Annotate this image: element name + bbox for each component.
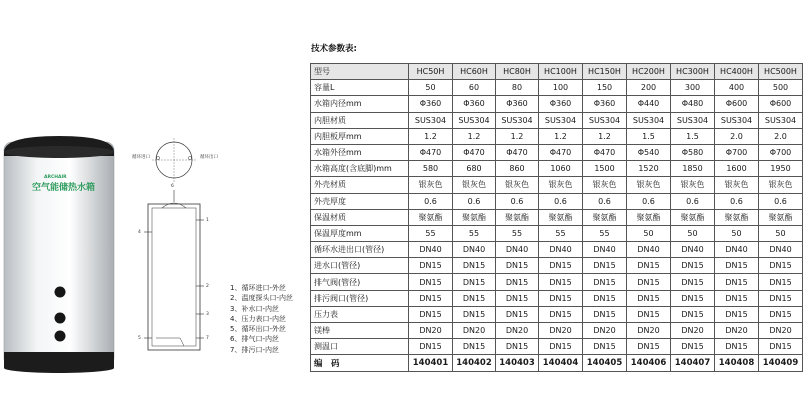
table-cell: 聚氨酯 [671,209,715,225]
row-label: 容量L [311,80,409,96]
table-cell: 300 [671,80,715,96]
tank-brand-label: 空气能储热水箱 [32,183,96,193]
table-cell: DN15 [671,258,715,274]
table-cell: 2.0 [715,128,759,144]
table-cell: 0.6 [409,193,453,209]
table-cell: 银灰色 [409,177,453,193]
table-cell: DN15 [539,339,583,355]
water-tank-image [0,130,120,380]
table-cell: DN15 [453,274,496,290]
table-cell: 2.0 [759,128,803,144]
table-cell: DN15 [627,290,671,306]
svg-text:4: 4 [138,230,141,235]
legend-item: 6、排气口-内丝 [230,335,279,344]
table-cell: 55 [453,225,496,241]
table-cell: Φ700 [759,144,803,160]
table-cell: 1.5 [671,128,715,144]
table-cell: 1950 [759,161,803,177]
table-cell: 0.6 [453,193,496,209]
table-row [311,258,803,274]
table-cell: DN15 [715,258,759,274]
table-cell: DN40 [759,242,803,258]
row-label: 水箱内径mm [311,96,409,112]
table-cell: HC80H [496,64,539,80]
table-cell: DN15 [453,290,496,306]
table-cell: 140401 [409,355,453,371]
table-cell: 150 [583,80,627,96]
table-cell: SUS304 [715,112,759,128]
table-cell: HC300H [671,64,715,80]
table-cell: 0.6 [539,193,583,209]
table-cell: DN15 [671,306,715,322]
table-cell: SUS304 [496,112,539,128]
spec-table-title: 技术参数表: [311,44,357,54]
table-cell: SUS304 [409,112,453,128]
table-cell: 聚氨酯 [409,209,453,225]
schematic-label-right: 循环出口 [200,155,218,160]
table-cell: 50 [627,225,671,241]
table-cell: DN40 [583,242,627,258]
table-cell: 1600 [715,161,759,177]
table-cell: 140408 [715,355,759,371]
legend-item: 5、循环出口-外丝 [230,325,286,334]
table-cell: Φ360 [409,96,453,112]
table-cell: 140403 [496,355,539,371]
table-row [311,128,803,144]
table-cell: 100 [539,80,583,96]
table-cell: DN20 [539,323,583,339]
table-cell: DN15 [496,306,539,322]
row-label: 循环水进出口(管径) [311,242,409,258]
table-cell: DN15 [759,290,803,306]
table-cell: DN15 [453,258,496,274]
table-cell: Φ360 [583,96,627,112]
table-cell: HC50H [409,64,453,80]
table-cell: DN20 [583,323,627,339]
table-cell: DN15 [583,258,627,274]
table-row [311,193,803,209]
table-cell: DN15 [715,274,759,290]
table-cell: Φ470 [583,144,627,160]
table-cell: 聚氨酯 [583,209,627,225]
table-cell: 银灰色 [627,177,671,193]
table-row [311,177,803,193]
table-cell: 聚氨酯 [496,209,539,225]
port-legend [230,283,293,355]
table-cell: 55 [583,225,627,241]
table-cell: DN40 [496,242,539,258]
table-cell: HC100H [539,64,583,80]
row-label: 内胆板厚mm [311,128,409,144]
table-row [311,144,803,160]
table-cell: DN15 [496,258,539,274]
table-row [311,161,803,177]
port-upper [55,287,66,298]
table-cell: 聚氨酯 [627,209,671,225]
svg-text:5: 5 [138,336,141,341]
table-cell: 50 [759,225,803,241]
table-cell: 860 [496,161,539,177]
table-row [311,274,803,290]
table-cell: Φ360 [539,96,583,112]
table-cell: DN20 [409,323,453,339]
table-cell: DN15 [409,306,453,322]
table-cell: 80 [496,80,539,96]
table-cell: SUS304 [759,112,803,128]
table-row [311,225,803,241]
table-cell: Φ600 [759,96,803,112]
table-cell: DN15 [759,274,803,290]
table-cell: 50 [409,80,453,96]
table-cell: SUS304 [583,112,627,128]
table-cell: Φ470 [539,144,583,160]
table-cell: DN40 [453,242,496,258]
table-cell: Φ480 [671,96,715,112]
table-row [311,209,803,225]
table-header-row [311,64,803,80]
table-cell: 银灰色 [759,177,803,193]
table-cell: 聚氨酯 [453,209,496,225]
table-cell: DN40 [671,242,715,258]
row-label: 测温口 [311,339,409,355]
row-label: 外壳材质 [311,177,409,193]
table-cell: HC400H [715,64,759,80]
table-cell: 50 [671,225,715,241]
table-cell: 140405 [583,355,627,371]
legend-item: 2、温度探头口-内丝 [230,294,293,303]
table-cell: DN20 [496,323,539,339]
table-cell: DN15 [759,339,803,355]
table-cell: DN20 [453,323,496,339]
table-cell: DN15 [759,258,803,274]
table-cell: Φ470 [409,144,453,160]
table-cell: 140404 [539,355,583,371]
svg-text:6: 6 [171,184,174,189]
svg-text:2: 2 [206,284,209,289]
table-cell: SUS304 [627,112,671,128]
table-cell: DN40 [715,242,759,258]
table-cell: Φ470 [453,144,496,160]
table-cell: Φ580 [671,144,715,160]
table-cell: DN15 [539,290,583,306]
table-cell: DN15 [671,290,715,306]
spec-table [310,63,803,372]
table-cell: DN15 [409,290,453,306]
table-cell: DN15 [583,290,627,306]
table-cell: 聚氨酯 [715,209,759,225]
table-cell: 银灰色 [496,177,539,193]
table-cell: 1060 [539,161,583,177]
table-cell: 50 [715,225,759,241]
table-cell: HC150H [583,64,627,80]
table-cell: DN15 [409,274,453,290]
table-cell: DN20 [627,323,671,339]
table-cell: 0.6 [496,193,539,209]
table-cell: DN15 [627,339,671,355]
table-cell: Φ360 [496,96,539,112]
row-label: 水箱高度(含底脚)mm [311,161,409,177]
table-cell: DN20 [715,323,759,339]
table-cell: DN15 [627,306,671,322]
table-cell: DN15 [671,274,715,290]
table-cell: 140407 [671,355,715,371]
table-cell: DN20 [671,323,715,339]
table-cell: DN15 [583,339,627,355]
table-cell: 0.6 [715,193,759,209]
table-cell: 140406 [627,355,671,371]
table-cell: DN40 [627,242,671,258]
table-cell: 聚氨酯 [759,209,803,225]
svg-text:3: 3 [206,312,209,317]
table-cell: 1.2 [496,128,539,144]
table-cell: SUS304 [671,112,715,128]
port-lower [55,331,66,342]
table-cell: DN15 [453,306,496,322]
svg-text:7: 7 [206,336,209,341]
table-cell: DN15 [496,290,539,306]
table-cell: 0.6 [759,193,803,209]
legend-item: 3、补水口-内丝 [230,304,279,313]
row-label: 保温厚度mm [311,225,409,241]
table-row [311,306,803,322]
table-cell: 1.2 [583,128,627,144]
table-cell: 银灰色 [671,177,715,193]
table-cell: 0.6 [583,193,627,209]
row-label: 保温材质 [311,209,409,225]
table-cell: SUS304 [539,112,583,128]
row-label: 排气阀(管径) [311,274,409,290]
table-row [311,339,803,355]
table-cell: DN40 [539,242,583,258]
table-cell: DN15 [539,258,583,274]
row-label: 水箱外径mm [311,144,409,160]
table-cell: DN15 [539,306,583,322]
table-cell: 140402 [453,355,496,371]
table-row [311,112,803,128]
table-cell: 1850 [671,161,715,177]
table-row [311,290,803,306]
table-cell: Φ360 [453,96,496,112]
table-cell: HC60H [453,64,496,80]
table-cell: 580 [409,161,453,177]
table-cell: 680 [453,161,496,177]
table-cell: Φ600 [715,96,759,112]
row-label: 镁棒 [311,323,409,339]
table-cell: 聚氨酯 [539,209,583,225]
table-cell: DN15 [496,339,539,355]
table-cell: DN15 [671,339,715,355]
schematic-label-left: 循环进口 [132,155,150,160]
row-label: 编 码 [311,355,409,371]
table-cell: 0.6 [671,193,715,209]
table-cell: DN15 [453,339,496,355]
table-cell: 银灰色 [539,177,583,193]
table-cell: 1520 [627,161,671,177]
table-cell: Φ470 [496,144,539,160]
table-cell: DN15 [627,274,671,290]
row-label: 型号 [311,64,409,80]
table-cell: DN15 [583,306,627,322]
table-cell: 1.5 [627,128,671,144]
table-cell: DN40 [409,242,453,258]
table-row [311,242,803,258]
table-cell: DN15 [409,339,453,355]
table-cell: 银灰色 [453,177,496,193]
table-cell: DN15 [409,258,453,274]
table-cell: 400 [715,80,759,96]
row-label: 进水口(管径) [311,258,409,274]
table-cell: Φ440 [627,96,671,112]
tank-logo: ARCHAIR [44,175,67,180]
table-cell: HC500H [759,64,803,80]
table-cell: DN15 [759,306,803,322]
port-middle [55,313,66,324]
table-cell: DN15 [539,274,583,290]
legend-item: 7、排污口-内丝 [230,345,279,354]
table-row [311,323,803,339]
table-cell: 1.2 [453,128,496,144]
table-cell: 0.6 [627,193,671,209]
table-row [311,96,803,112]
table-cell: 60 [453,80,496,96]
legend-item: 4、压力表口-内丝 [230,314,286,323]
table-cell: DN15 [715,306,759,322]
table-cell: 55 [409,225,453,241]
table-cell: 55 [496,225,539,241]
table-cell: 银灰色 [583,177,627,193]
row-label: 压力表 [311,306,409,322]
table-cell: 140409 [759,355,803,371]
table-cell: SUS304 [453,112,496,128]
table-cell: 1500 [583,161,627,177]
table-row [311,80,803,96]
row-label: 外壳厚度 [311,193,409,209]
table-cell: 1.2 [539,128,583,144]
table-cell: 500 [759,80,803,96]
svg-text:1: 1 [206,218,209,223]
table-cell: 银灰色 [715,177,759,193]
table-cell: DN15 [583,274,627,290]
table-row [311,355,803,371]
row-label: 排污阀口(管径) [311,290,409,306]
table-cell: DN20 [759,323,803,339]
table-cell: 1.2 [409,128,453,144]
table-cell: DN15 [496,274,539,290]
table-cell: Φ540 [627,144,671,160]
row-label: 内胆材质 [311,112,409,128]
table-cell: DN15 [627,258,671,274]
legend-item: 1、循环进口-外丝 [230,284,286,292]
table-cell: 200 [627,80,671,96]
table-cell: DN15 [715,339,759,355]
table-cell: DN15 [715,290,759,306]
tank-schematic [118,132,230,360]
table-cell: HC200H [627,64,671,80]
table-cell: 55 [539,225,583,241]
table-cell: Φ700 [715,144,759,160]
